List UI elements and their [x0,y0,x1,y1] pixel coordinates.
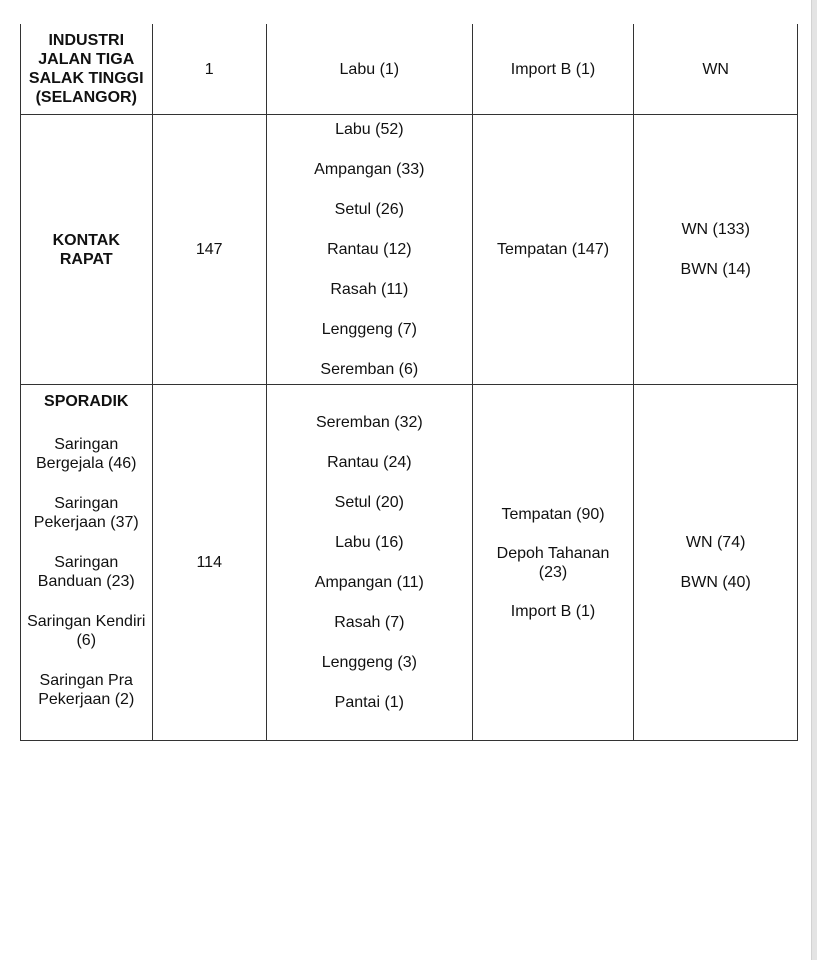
subcategory-item [22,494,151,532]
subcategory-line: Saringan [54,436,119,453]
location-item: Rasah (11) [330,281,409,298]
location-item: Rantau (24) [327,454,412,471]
location-item: Seremban (32) [315,414,423,431]
source-item [474,602,633,621]
source-item [474,505,633,524]
nationality-item: BWN (40) [680,574,751,591]
location-item: Lenggeng (7) [321,321,417,338]
locations-cell [266,115,472,385]
subcategory-item [22,612,151,650]
nationality-item: BWN (14) [680,261,751,278]
location-item: Setul (20) [334,494,405,511]
nationality-item: WN (133) [681,221,750,238]
nationality-item: WN [702,60,729,78]
subcategory-line: Pekerjaan (2) [38,691,135,708]
category-title-line: SALAK TINGGI [28,70,144,87]
location-item: Ampangan (11) [314,574,424,591]
case-count: 147 [195,241,223,258]
case-table [20,24,798,741]
subcategory-line: Bergejala (46) [36,455,137,472]
location-item: Rasah (7) [334,614,405,631]
count-cell [152,115,266,385]
category-title-line: INDUSTRI [48,32,125,49]
subcategory-line: Pekerjaan (37) [33,514,139,531]
category-cell [21,24,153,115]
subcategory-line: Saringan [54,495,119,512]
count-cell [152,385,266,741]
subcategory-line: Banduan (23) [37,573,135,590]
category-title-line: SPORADIK [44,393,129,410]
nationality-cell [634,24,798,115]
locations-cell [266,24,472,115]
count-cell [152,24,266,115]
location-item: Setul (26) [334,201,405,218]
case-count: 1 [204,60,214,78]
source-line: (23) [538,563,568,581]
table-row-sporadik [21,385,798,741]
category-title-line: (SELANGOR) [35,89,137,106]
location-item: Ampangan (33) [314,161,425,178]
source-item [474,544,633,582]
nationality-item: WN (74) [685,534,746,551]
subcategory-line: Saringan Kendiri [27,613,146,630]
subcategory-line: Saringan [54,554,119,571]
page-edge [811,0,817,960]
category-title-line: JALAN TIGA [38,51,135,68]
sources-cell [472,385,634,741]
location-item: Rantau (12) [327,241,412,258]
category-cell [21,385,153,741]
subcategory-line: Saringan Pra [39,672,133,689]
source-item: Tempatan (147) [496,241,610,258]
case-count: 114 [196,554,222,571]
location-item: Seremban (6) [320,361,419,378]
location-item: Lenggeng (3) [321,654,417,671]
category-cell [21,115,153,385]
subcategory-item [22,435,151,473]
subcategory-list [22,435,151,709]
category-title-line: RAPAT [59,250,113,268]
nationality-cell [634,385,798,741]
subcategory-item [22,553,151,591]
nationality-cell [634,115,798,385]
source-line: Depoh Tahanan [496,544,610,562]
table-row-industri [21,24,798,115]
locations-cell [266,385,472,741]
category-title-line: KONTAK [52,231,120,249]
subcategory-line: (6) [76,632,97,649]
source-line: Tempatan (90) [501,505,605,523]
source-line: Import B (1) [510,602,596,620]
location-item: Pantai (1) [334,694,405,711]
location-item: Labu (16) [335,534,404,551]
table-row-kontak-rapat [21,115,798,385]
subcategory-item [22,671,151,709]
location-item: Labu (52) [335,121,404,138]
location-item: Labu (1) [339,60,400,78]
sources-cell [472,115,634,385]
sources-cell [472,24,634,115]
source-item: Import B (1) [510,60,596,78]
